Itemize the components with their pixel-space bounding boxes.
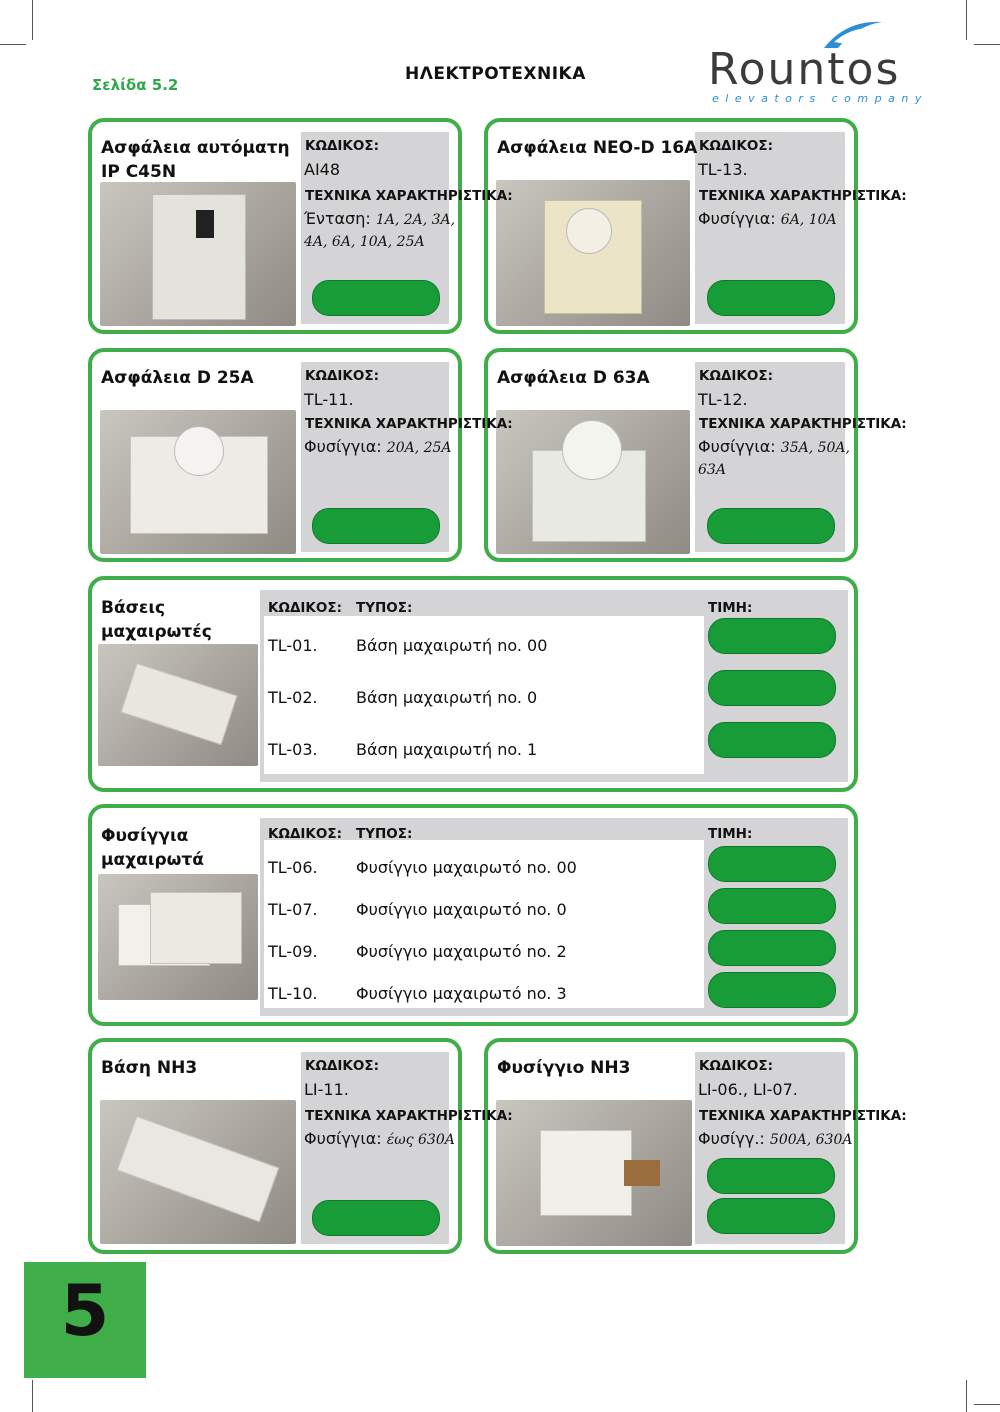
company-logo (708, 12, 968, 104)
price-button[interactable] (708, 618, 836, 654)
product-code: TL-12. (698, 390, 748, 409)
product-photo (98, 644, 258, 766)
product-photo (100, 1100, 296, 1244)
logo-wordmark: Rountos (708, 44, 901, 95)
product-card (484, 1038, 907, 1254)
crop-mark (966, 1380, 967, 1412)
product-specs: Φυσίγγια: 6A, 10A (698, 209, 837, 228)
price-button[interactable] (312, 1200, 440, 1236)
table-row-type: Φυσίγγιο μαχαιρωτό no. 0 (356, 900, 567, 919)
specs-label: ΤΕΧΝΙΚΑ ΧΑΡΑΚΤΗΡΙΣΤΙΚΑ: (699, 188, 907, 204)
price-button[interactable] (708, 972, 836, 1008)
product-table-card (88, 576, 858, 792)
code-label: ΚΩΔΙΚΟΣ: (699, 1058, 773, 1074)
table-row-type: Βάση μαχαιρωτή no. 00 (356, 636, 548, 655)
product-code: AI48 (304, 160, 341, 179)
specs-label: ΤΕΧΝΙΚΑ ΧΑΡΑΚΤΗΡΙΣΤΙΚΑ: (305, 188, 513, 204)
specs-label: ΤΕΧΝΙΚΑ ΧΑΡΑΚΤΗΡΙΣΤΙΚΑ: (699, 416, 907, 432)
product-card (484, 348, 907, 562)
table-row-type: Φυσίγγιο μαχαιρωτό no. 00 (356, 858, 577, 877)
code-label: ΚΩΔΙΚΟΣ: (305, 368, 379, 384)
product-title: Φυσίγγιο NH3 (497, 1058, 631, 1078)
product-title: Βάσεις μαχαιρωτές (101, 598, 212, 642)
table-row-code: TL-06. (268, 858, 318, 877)
table-row-code: TL-07. (268, 900, 318, 919)
product-code: LI-06., LI-07. (698, 1080, 798, 1099)
product-specs: Ένταση: 1A, 2A, 3A, 4A, 6A, 10A, 25A (304, 209, 456, 250)
crop-mark (974, 44, 1000, 45)
type-column-header: ΤΥΠΟΣ: (356, 826, 413, 842)
product-table-card (88, 804, 858, 1026)
crop-mark (0, 44, 26, 45)
product-specs: Φυσίγγια: 35A, 50A, 63A (698, 437, 850, 478)
table-row-type: Βάση μαχαιρωτή no. 1 (356, 740, 538, 759)
code-column-header: ΚΩΔΙΚΟΣ: (268, 826, 342, 842)
table-row-code: TL-10. (268, 984, 318, 1003)
price-button[interactable] (708, 930, 836, 966)
table-row-type: Βάση μαχαιρωτή no. 0 (356, 688, 538, 707)
product-title: Βάση NH3 (101, 1058, 198, 1078)
product-title: Φυσίγγια μαχαιρωτά (101, 826, 204, 870)
code-label: ΚΩΔΙΚΟΣ: (699, 368, 773, 384)
table-row-type: Φυσίγγιο μαχαιρωτό no. 3 (356, 984, 567, 1003)
price-button[interactable] (708, 722, 836, 758)
code-label: ΚΩΔΙΚΟΣ: (305, 1058, 379, 1074)
price-button[interactable] (708, 846, 836, 882)
table-row-type: Φυσίγγιο μαχαιρωτό no. 2 (356, 942, 567, 961)
product-photo (98, 874, 258, 1000)
specs-label: ΤΕΧΝΙΚΑ ΧΑΡΑΚΤΗΡΙΣΤΙΚΑ: (305, 416, 513, 432)
product-code: TL-11. (304, 390, 354, 409)
price-column-header: ΤΙΜΗ: (708, 826, 753, 842)
product-title: Ασφάλεια αυτόματη IP C45N (101, 138, 290, 182)
page-label: Σελίδα 5.2 (92, 76, 179, 94)
product-specs: Φυσίγγια: 20A, 25A (304, 437, 452, 456)
product-specs: Φυσίγγια: έως 630A (304, 1129, 455, 1148)
code-label: ΚΩΔΙΚΟΣ: (305, 138, 379, 154)
product-photo (496, 180, 690, 326)
product-photo (100, 410, 296, 554)
chapter-tab (24, 1262, 146, 1378)
price-button[interactable] (707, 1198, 835, 1234)
table-row-code: TL-01. (268, 636, 318, 655)
product-title: Ασφάλεια D 25A (101, 368, 254, 388)
table-row-code: TL-09. (268, 942, 318, 961)
crop-mark (974, 1404, 1000, 1405)
specs-label: ΤΕΧΝΙΚΑ ΧΑΡΑΚΤΗΡΙΣΤΙΚΑ: (305, 1108, 513, 1124)
type-column-header: ΤΥΠΟΣ: (356, 600, 413, 616)
crop-mark (32, 0, 33, 40)
price-button[interactable] (707, 1158, 835, 1194)
product-card (88, 1038, 513, 1254)
code-column-header: ΚΩΔΙΚΟΣ: (268, 600, 342, 616)
product-title: Ασφάλεια NEO-D 16A (497, 138, 698, 158)
product-code: TL-13. (698, 160, 748, 179)
table-row-code: TL-03. (268, 740, 318, 759)
price-button[interactable] (708, 888, 836, 924)
chapter-number: 5 (60, 1270, 110, 1352)
product-card (88, 348, 513, 562)
product-photo (100, 182, 296, 326)
product-photo (496, 410, 690, 554)
price-button[interactable] (707, 508, 835, 544)
product-title: Ασφάλεια D 63A (497, 368, 650, 388)
price-button[interactable] (707, 280, 835, 316)
table-row-code: TL-02. (268, 688, 318, 707)
price-column-header: ΤΙΜΗ: (708, 600, 753, 616)
page-title: ΗΛΕΚΤΡΟΤΕΧΝΙΚΑ (405, 64, 586, 84)
code-label: ΚΩΔΙΚΟΣ: (699, 138, 773, 154)
price-button[interactable] (708, 670, 836, 706)
price-button[interactable] (312, 280, 440, 316)
product-card (484, 118, 907, 334)
specs-label: ΤΕΧΝΙΚΑ ΧΑΡΑΚΤΗΡΙΣΤΙΚΑ: (699, 1108, 907, 1124)
logo-tagline: elevators company (712, 92, 928, 105)
crop-mark (32, 1380, 33, 1412)
product-card (88, 118, 513, 334)
product-photo (496, 1100, 692, 1246)
product-code: LI-11. (304, 1080, 349, 1099)
product-specs: Φυσίγγ.: 500A, 630A (698, 1129, 853, 1148)
price-button[interactable] (312, 508, 440, 544)
